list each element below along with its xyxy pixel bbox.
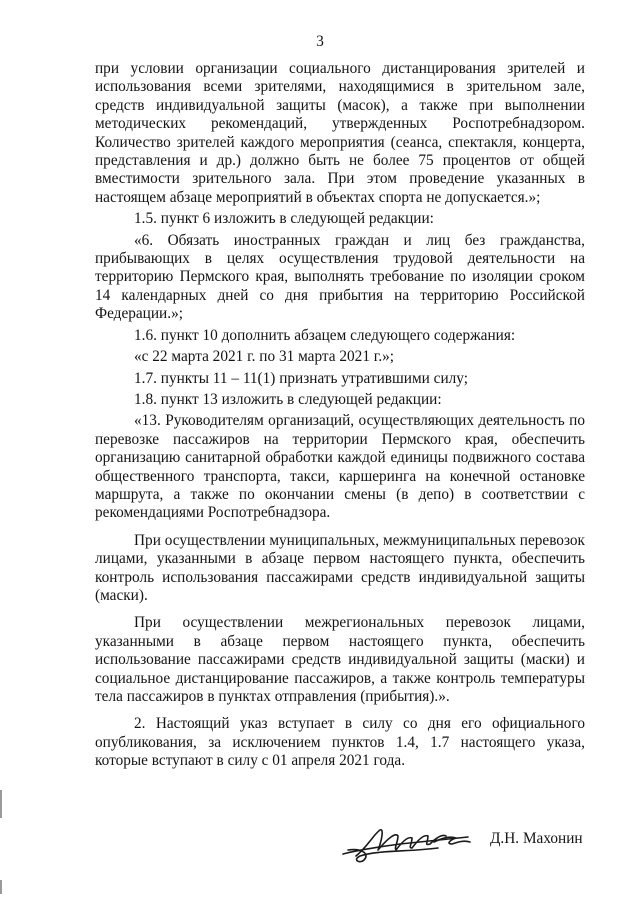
paragraph-item-1-7: 1.7. пункты 11 – 11(1) признать утратившими силу; [134, 369, 468, 387]
paragraph-municipal-transport: При осуществлении муниципальных, межмуниципальных перевозок лицами, указанными в абзаце первом настоящего пункта, обеспечить контроль использования пассажирами средств индивидуальной защиты (маски). [95, 531, 585, 604]
paragraph-date-range: «с 22 марта 2021 г. по 31 марта 2021 г.»; [134, 348, 395, 366]
page-number: 3 [316, 33, 324, 50]
paragraph-point-13: «13. Руководителям организаций, осуществляющих деятельность по перевозке пассажиров на территории Пермского края, обеспечить организацию санитарной обработки каждой единицы подвижного состава общественного транспорта, такси, каршеринга на конечной остановке маршрута, а также по окончании смены (в депо) в соответствии с рекомендациями Роспотребнадзора. [95, 412, 585, 522]
scan-edge-mark [0, 790, 2, 818]
handwritten-signature [338, 820, 478, 865]
paragraph-point-6: «6. Обязать иностранных граждан и лиц без гражданства, прибывающих в целях осуществления трудовой деятельности на территорию Пермского края, выполнять требование по изоляции сроком 14 календарных дней со дня прибытия на территорию Российской Федерации.»; [95, 231, 585, 323]
document-body [95, 60, 585, 771]
paragraph-effective-date: 2. Настоящий указ вступает в силу со дня его официального опубликования, за исключением пунктов 1.4, 1.7 настоящего указа, которые вступают в силу с 01 апреля 2021 года. [95, 715, 585, 770]
paragraph-viewers-conditions: при условии организации социального дистанцирования зрителей и использования всеми зрителями, находящимися в зрительном зале, средств индивидуальной защиты (масок), а также при выполнении методических рекомендаций, утвержденных Роспотребнадзором. Количество зрителей каждого мероприятия (сеанса, спектакля, концерта, представления и др.) должно быть не более 75 процентов от общей вместимости зрительного зала. При этом проведение указанных в настоящем абзаце мероприятий в объектах спорта не допускается.»; [95, 60, 585, 206]
paragraph-item-1-5: 1.5. пункт 6 изложить в следующей редакции: [134, 210, 434, 228]
paragraph-item-1-6: 1.6. пункт 10 дополнить абзацем следующего содержания: [134, 326, 516, 344]
paragraph-interregional-transport: При осуществлении межрегиональных перевозок лицами, указанными в абзаце первом настоящего пункта, обеспечить использование пассажирами средств индивидуальной защиты (маски) и социальное дистанцирование пассажиров, а также контроль температуры тела пассажиров в пунктах отправления (прибытия).». [95, 614, 585, 705]
scan-edge-mark [0, 880, 2, 894]
paragraph-item-1-8: 1.8. пункт 13 изложить в следующей редакции: [134, 390, 442, 408]
signer-name: Д.Н. Махонин [490, 830, 583, 847]
